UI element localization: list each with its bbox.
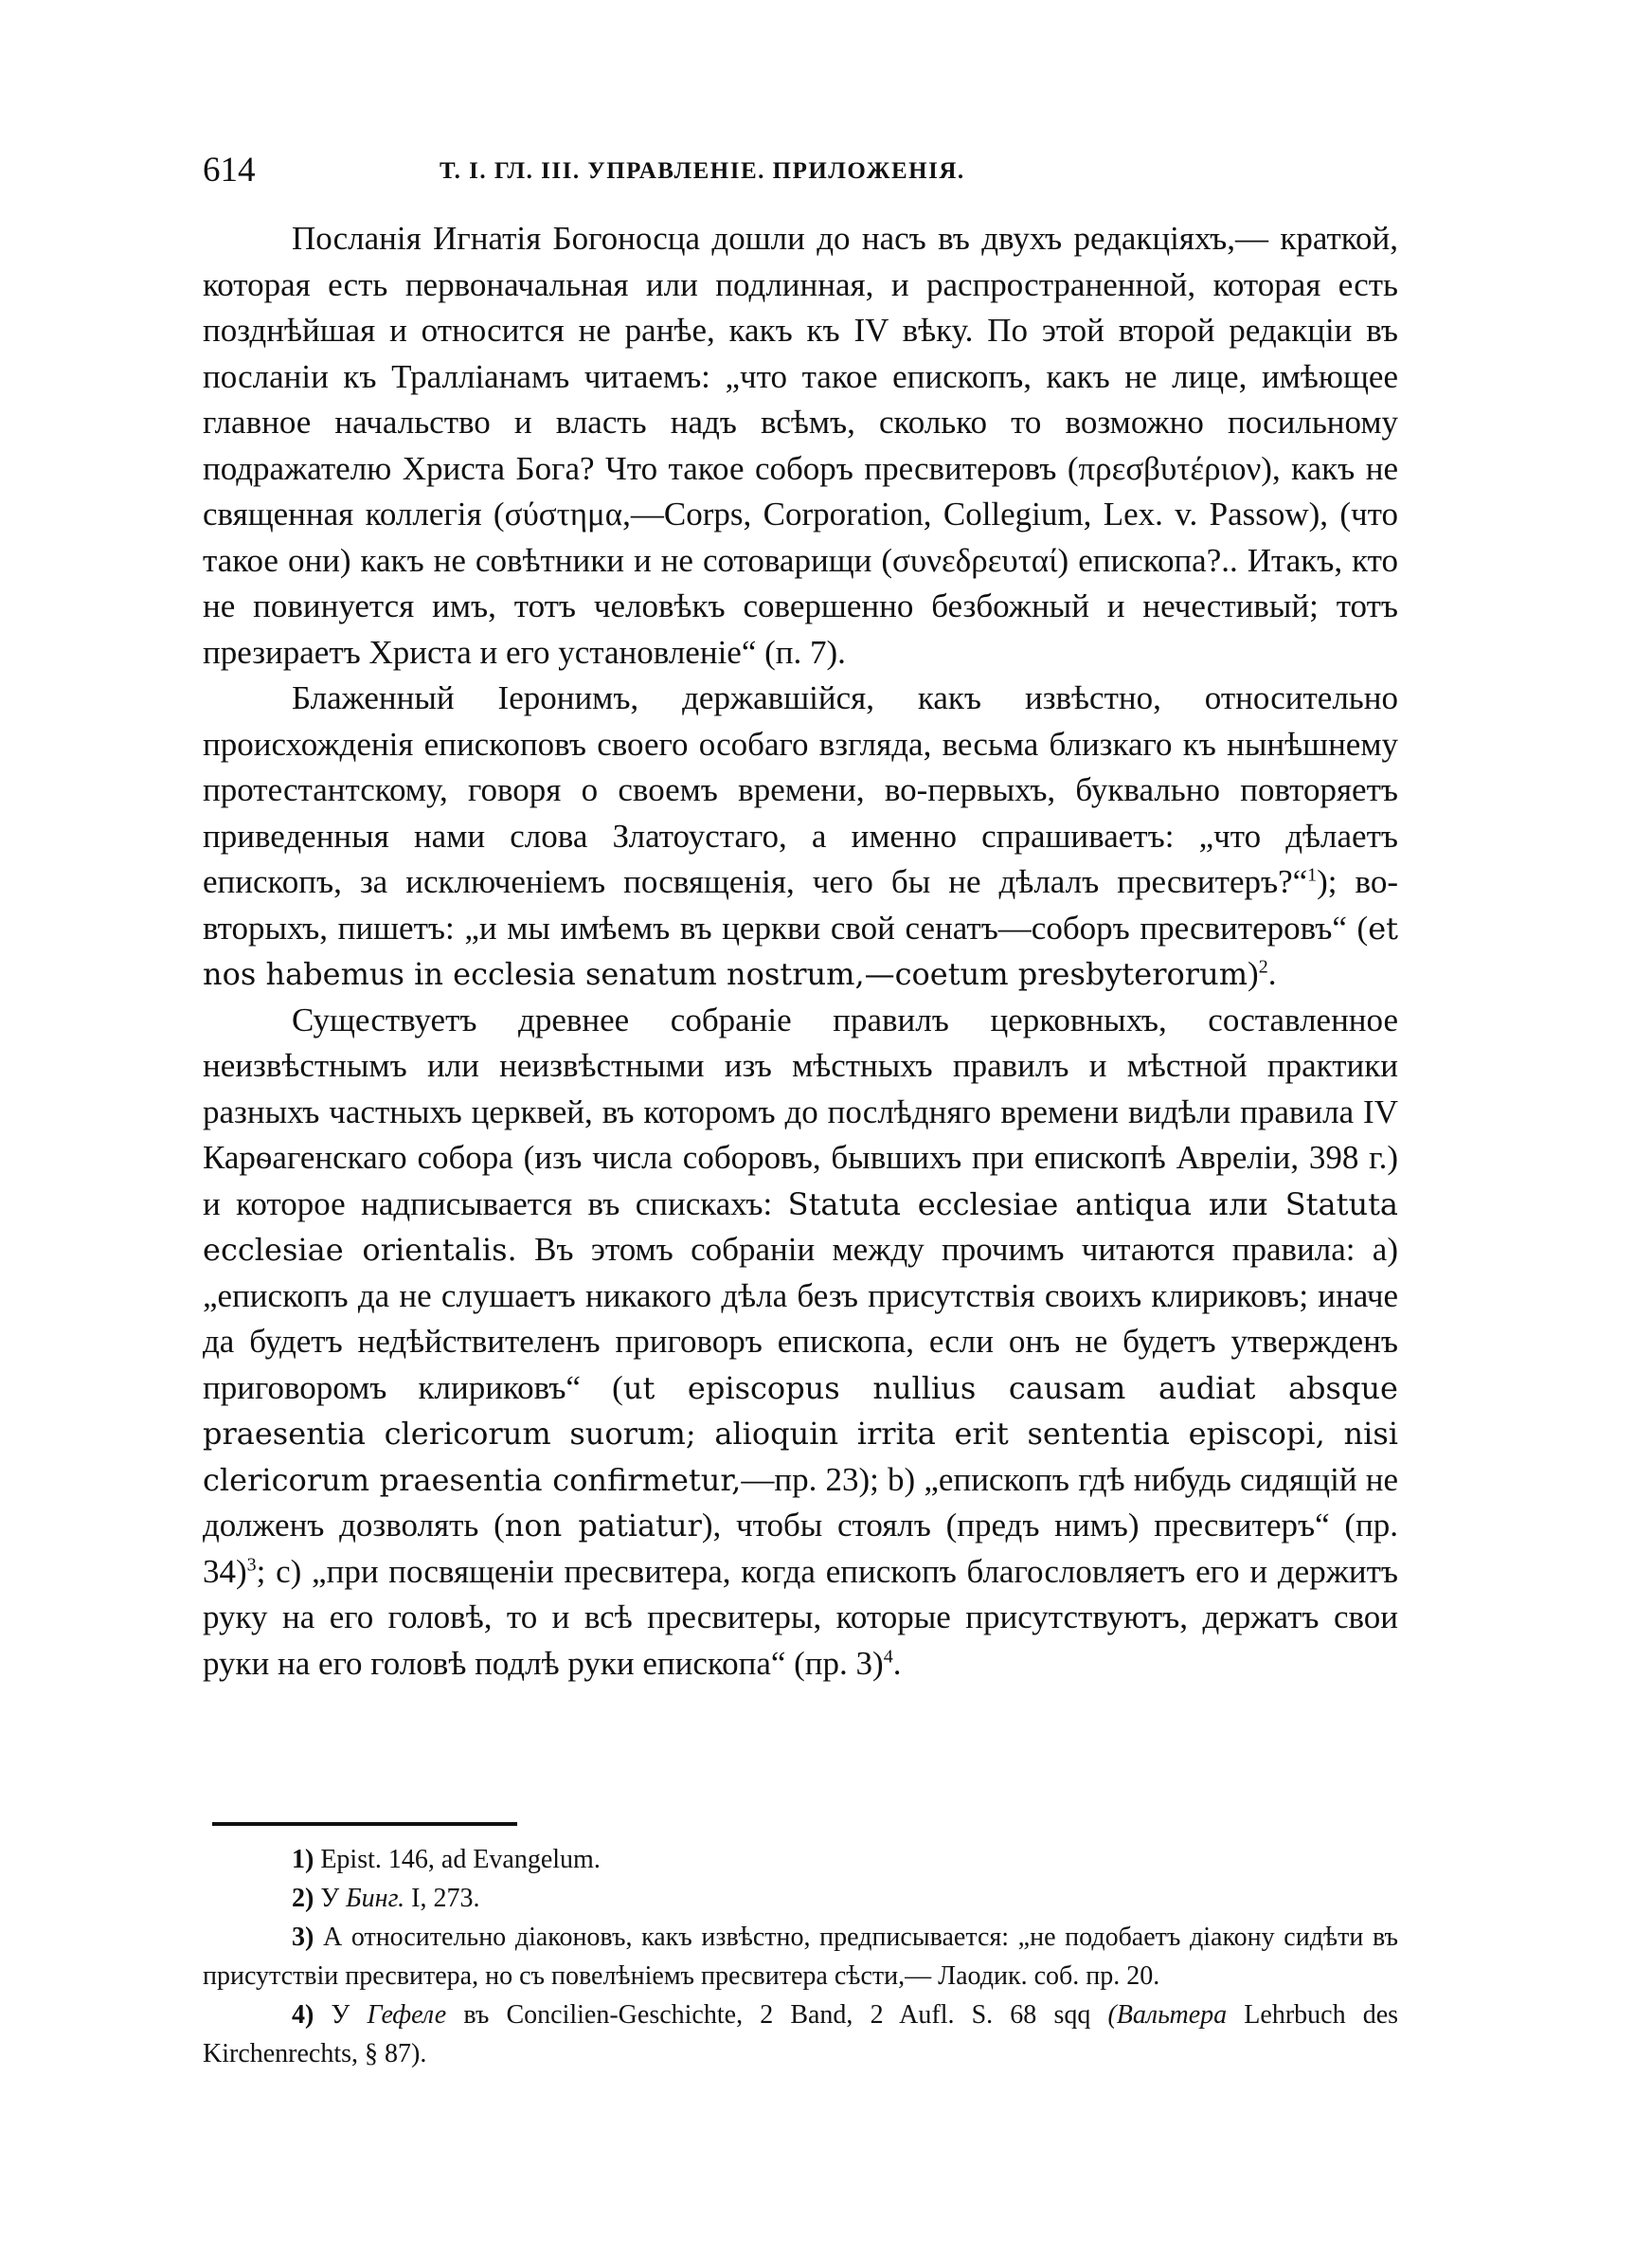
footnote-ref-3: 3 bbox=[246, 1553, 257, 1575]
latin-quote: et nos habemus in ecclesia senatum nostrum,—coetum presbyterorum bbox=[203, 910, 1398, 992]
paragraph-jerome bbox=[203, 676, 1398, 998]
paragraph-ignatius: Посланія Игнатія Богоносца дошли до насъ въ двухъ редакціяхъ,— краткой, которая есть первоначальная или подлинная, и распространенной, которая есть позднѣйшая и относится не ранѣе, какъ къ IV вѣку. По этой второй редакціи въ посланіи къ Тралліанамъ читаемъ: „что такое епископъ, какъ не лице, имѣющее главное начальство и власть надъ всѣмъ, сколько то возможно посильному подражателю Христа Бога? Что такое соборъ пресвитеровъ (πρεσβυτέριον), какъ не священная коллегія (σύστημα,—Corps, Corporation, Collegium, Lex. v. Passow), (что такое они) какъ не совѣтники и не сотоварищи (συνεδρευταί) епископа?.. Итакъ, кто не повинуется имъ, тотъ человѣкъ совершенно безбожный и нечестивый; тотъ презираетъ Христа и его установленіе“ (п. 7). bbox=[203, 220, 1398, 671]
latin-phrase: non patiatur bbox=[504, 1508, 702, 1544]
footnote-mark: 2) bbox=[292, 1884, 314, 1913]
footnote-italic: Гефеле bbox=[367, 2000, 447, 2030]
footnote-text: У bbox=[320, 1884, 347, 1913]
footnote-mark: 4) bbox=[292, 2000, 314, 2030]
footnote-1 bbox=[203, 1840, 1398, 1879]
footnote-separator bbox=[212, 1822, 517, 1826]
footnote-4 bbox=[203, 1995, 1398, 2073]
footnote-text: У bbox=[331, 2000, 368, 2030]
page-header bbox=[203, 152, 1398, 190]
page-number: 614 bbox=[203, 151, 256, 190]
main-text bbox=[203, 216, 1398, 1687]
text-run: ) bbox=[1248, 955, 1259, 992]
text-run: Въ этомъ собраніи между прочимъ читаются правила: a) „епископъ да не слушаетъ никакого дѣла безъ присутствія своихъ клириковъ; иначе да будетъ недѣйствителенъ приговоръ епископа, если онъ не будетъ утвержденъ приговоромъ клириковъ“ ( bbox=[203, 1231, 1399, 1406]
footnote-italic: Бинг. bbox=[346, 1884, 405, 1913]
footnote-mark: 1) bbox=[292, 1845, 314, 1874]
text-run: ; c) „при посвященіи пресвитера, когда епископъ благословляетъ его и держитъ руку на его головѣ, то и всѣ пресвитеры, которые присутствуютъ, держатъ свои руки на его головѣ подлѣ руки епископа“ (пр. 3) bbox=[203, 1552, 1398, 1682]
running-head: Т. I. ГЛ. III. УПРАВЛЕНІЕ. ПРИЛОЖЕНІЯ. bbox=[440, 158, 965, 184]
footnote-text: А относительно діаконовъ, какъ извѣстно, предписывается: „не подобаетъ діакону сидѣти въ присутствіи пресвитера, но съ повелѣніемъ пресвитера сѣсти,— Лаодик. соб. пр. 20. bbox=[203, 1923, 1398, 1991]
text-run: Существуетъ древнее собраніе правилъ церковныхъ, составленное неизвѣстнымъ или неизвѣстными изъ мѣстныхъ правилъ и мѣстной практики разныхъ частныхъ церквей, въ которомъ до послѣдняго времени видѣли правила IV Карѳагенскаго собора (изъ числа соборовъ, бывшихъ при епископѣ Авреліи, 398 г.) и которое надписывается въ спискахъ: bbox=[203, 1001, 1398, 1222]
paragraph-statuta bbox=[203, 998, 1398, 1688]
text-run: . bbox=[1267, 955, 1277, 992]
footnotes bbox=[203, 1840, 1398, 2073]
footnote-text: въ Concilien-Geschichte, 2 Band, 2 Aufl. S. 68 sqq bbox=[446, 2000, 1108, 2030]
footnote-text: Epist. 146, ad Evangelum. bbox=[320, 1845, 601, 1874]
text-run: ), чтобы стоялъ (предъ нимъ) пресвитеръ“ (пр. 34) bbox=[203, 1507, 1398, 1590]
text-run: —пр. 23); b) „епископъ гдѣ нибудь сидящій не долженъ дозволять ( bbox=[203, 1460, 1398, 1544]
text-run: Блаженный Іеронимъ, державшійся, какъ извѣстно, относительно происхожденія епископовъ своего особаго взгляда, весьма близкаго къ нынѣшнему протестантскому, говоря о своемъ времени, во-первыхъ, буквально повторяетъ приведенныя нами слова Златоустаго, а именно спрашиваетъ: „что дѣлаетъ епископъ, за исключеніемъ посвященія, чего бы не дѣлалъ пресвитеръ?“ bbox=[203, 679, 1398, 900]
latin-title: Statuta ecclesiae antiqua или Statuta ecclesiae orientalis. bbox=[203, 1185, 1399, 1268]
footnote-3 bbox=[203, 1918, 1398, 1995]
text-run: ); во-вторыхъ, пишетъ: „и мы имѣемъ въ церкви свой сенатъ—соборъ пресвитеровъ“ ( bbox=[203, 863, 1398, 947]
footnote-ref-1: 1 bbox=[1307, 864, 1318, 886]
text-run: . bbox=[892, 1644, 902, 1682]
footnote-text: Lehrbuch des Kirchenrechts, § 87). bbox=[203, 2000, 1399, 2068]
footnote-text: I, 273. bbox=[404, 1884, 480, 1913]
footnote-italic: (Вальтера bbox=[1107, 2000, 1228, 2030]
footnote-2 bbox=[203, 1879, 1398, 1918]
latin-quote: ut episcopus nullius causam audiat absque praesentia clericorum suorum; alioquin irrita erit sententia episcopi, nisi clericorum praesentia confirmetur, bbox=[203, 1369, 1398, 1498]
footnote-ref-4: 4 bbox=[883, 1645, 893, 1667]
footnote-mark: 3) bbox=[292, 1923, 314, 1952]
footnote-ref-2: 2 bbox=[1258, 956, 1268, 978]
